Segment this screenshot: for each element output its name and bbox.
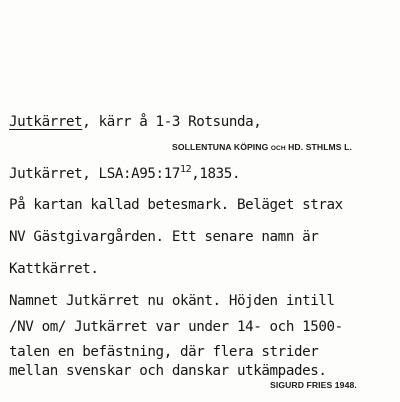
body-line-7: mellan svenskar och danskar utkämpades. <box>9 363 327 379</box>
body-line-5: /NV om/ Jutkärret var under 14- och 1500- <box>9 319 343 335</box>
heading-location: , kärr å 1-3 Rotsunda, <box>82 114 262 130</box>
publisher-stamp-part-a: SOLLENTUNA KÖPING <box>172 142 271 152</box>
source-reference <box>9 164 241 182</box>
source-reference-superscript: 12 <box>179 164 192 175</box>
body-line-6: talen en befästning, där flera strider <box>9 344 319 360</box>
source-reference-year: ,1835. <box>191 166 241 182</box>
body-line-2: NV Gästgivargården. Ett senare namn är <box>9 229 319 245</box>
publisher-stamp <box>172 143 352 153</box>
body-line-3: Kattkärret. <box>9 261 99 277</box>
body-line-4: Namnet Jutkärret nu okänt. Höjden intill <box>9 293 335 309</box>
author-stamp: SIGURD FRIES 1948. <box>270 380 357 390</box>
publisher-stamp-och: OCH <box>270 145 286 152</box>
source-reference-main: Jutkärret, LSA:A95:17 <box>9 166 180 182</box>
place-name-heading: Jutkärret <box>9 114 83 130</box>
heading-line <box>9 115 261 129</box>
publisher-stamp-part-b: HD. STHLMS L. <box>285 142 352 152</box>
body-line-1: På kartan kallad betesmark. Beläget strax <box>9 197 343 213</box>
